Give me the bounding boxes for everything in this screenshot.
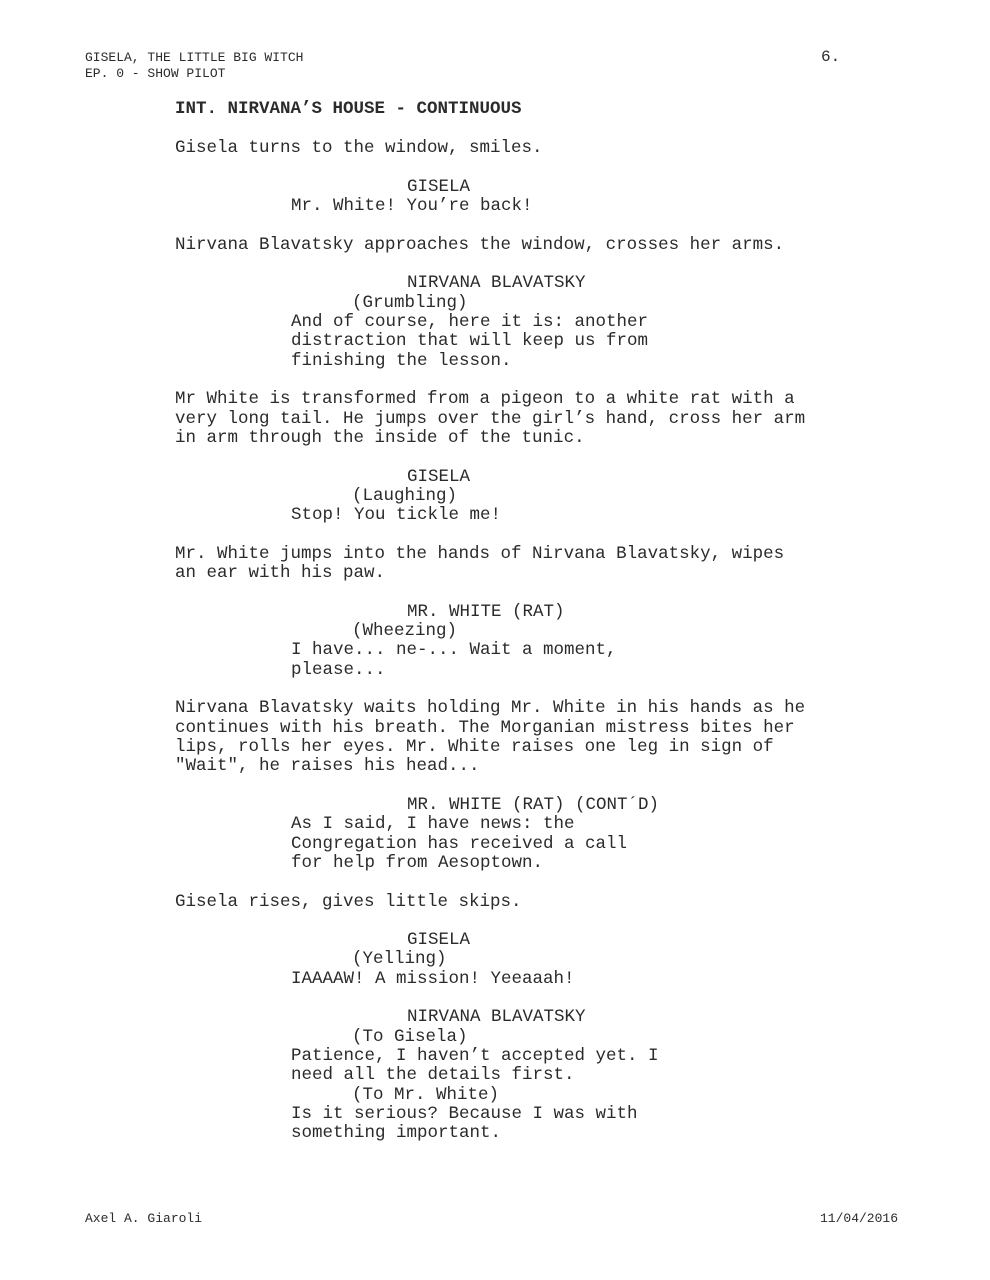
parenthetical: (Yelling) <box>352 949 447 969</box>
header-episode: EP. 0 - SHOW PILOT <box>85 66 226 81</box>
action-line: Nirvana Blavatsky approaches the window, crosses her arms. <box>175 235 785 255</box>
action-line: "Wait", he raises his head... <box>175 756 480 776</box>
dialogue-line: Mr. White! You’re back! <box>291 196 533 216</box>
dialogue-line: Is it serious? Because I was with <box>291 1104 638 1124</box>
footer-author: Axel A. Giaroli <box>85 1211 203 1226</box>
character-name: MR. WHITE (RAT) <box>407 602 565 622</box>
action-line: very long tail. He jumps over the girl’s hand, cross her arm <box>175 409 806 429</box>
character-name: MR. WHITE (RAT) (CONT´D) <box>407 795 660 815</box>
action-line: an ear with his paw. <box>175 563 386 583</box>
action-line: Gisela turns to the window, smiles. <box>175 138 543 158</box>
dialogue-line: IAAAAW! A mission! Yeeaaah! <box>291 969 575 989</box>
dialogue-line: Stop! You tickle me! <box>291 505 502 525</box>
action-line: lips, rolls her eyes. Mr. White raises one leg in sign of <box>175 737 774 757</box>
action-line: Mr White is transformed from a pigeon to a white rat with a <box>175 389 795 409</box>
parenthetical: (Laughing) <box>352 486 458 506</box>
parenthetical: (Wheezing) <box>352 621 458 641</box>
scene-heading: INT. NIRVANA’S HOUSE - CONTINUOUS <box>175 99 522 119</box>
dialogue-line: Congregation has received a call <box>291 834 628 854</box>
parenthetical: (Grumbling) <box>352 293 468 313</box>
dialogue-line: distraction that will keep us from <box>291 331 649 351</box>
character-name: GISELA <box>407 467 471 487</box>
dialogue-line: And of course, here it is: another <box>291 312 649 332</box>
character-name: NIRVANA BLAVATSKY <box>407 273 586 293</box>
parenthetical: (To Gisela) <box>352 1027 468 1047</box>
dialogue-line: I have... ne-... Wait a moment, <box>291 640 617 660</box>
dialogue-line: Patience, I haven’t accepted yet. I <box>291 1046 659 1066</box>
character-name: GISELA <box>407 930 471 950</box>
page-number: 6. <box>821 48 841 66</box>
action-line: Gisela rises, gives little skips. <box>175 892 522 912</box>
character-name: GISELA <box>407 177 471 197</box>
action-line: in arm through the inside of the tunic. <box>175 428 585 448</box>
footer-date: 11/04/2016 <box>820 1211 899 1226</box>
character-name: NIRVANA BLAVATSKY <box>407 1007 586 1027</box>
action-line: continues with his breath. The Morganian mistress bites her <box>175 718 795 738</box>
dialogue-line: please... <box>291 660 386 680</box>
dialogue-line: need all the details first. <box>291 1065 575 1085</box>
dialogue-line: for help from Aesoptown. <box>291 853 544 873</box>
dialogue-line: As I said, I have news: the <box>291 814 575 834</box>
action-line: Mr. White jumps into the hands of Nirvana Blavatsky, wipes <box>175 544 785 564</box>
dialogue-line: something important. <box>291 1123 502 1143</box>
dialogue-line: finishing the lesson. <box>291 351 512 371</box>
action-line: Nirvana Blavatsky waits holding Mr. White in his hands as he <box>175 698 806 718</box>
header-title: GISELA, THE LITTLE BIG WITCH <box>85 50 304 65</box>
parenthetical: (To Mr. White) <box>352 1085 500 1105</box>
